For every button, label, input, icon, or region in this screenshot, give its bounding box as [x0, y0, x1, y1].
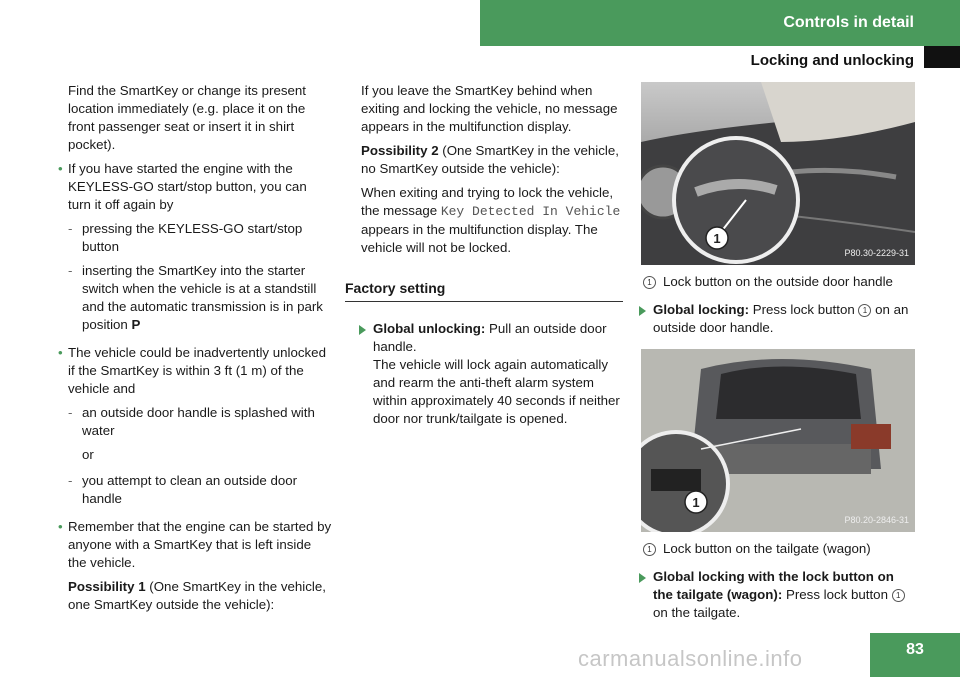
arrow-right-icon [359, 325, 366, 335]
dash-icon: - [68, 473, 73, 488]
subsection-title: Locking and unlocking [750, 52, 914, 69]
bullet-text: Remember that the engine can be started by anyone with a SmartKey that is left inside the vehicle. [68, 519, 332, 570]
bullet-text: If you have started the engine with the KEYLESS-GO start/stop button, you can turn it off again by [68, 161, 307, 212]
step-text: on the tailgate. [653, 605, 741, 620]
step-detail: The vehicle will lock again automatically and rearm the anti-theft alarm system within approximately 40 seconds if neither door nor trunk/tailgate is opened. [373, 357, 620, 426]
step-text: on an outside door handle. [653, 302, 909, 335]
dash-text: inserting the SmartKey into the starter switch when the vehicle is at a standstill and the automatic transmission is in park position [82, 263, 323, 332]
step-text: Press lock button [749, 302, 859, 317]
bullet-item [58, 160, 333, 214]
tailgate-illustration [641, 349, 915, 532]
dash-text: an outside door handle is splashed with water [82, 405, 315, 438]
possibility-1-text: (One SmartKey in the vehicle, one SmartKey outside the vehicle): [68, 579, 326, 612]
section-title: Controls in detail [783, 14, 914, 31]
message-text [361, 184, 623, 257]
dash-item [68, 472, 333, 508]
photo-callout-1: 1 [692, 495, 700, 510]
leave-key-text: If you leave the SmartKey behind when exiting and locking the vehicle, no message appears in the multifunction display. [361, 83, 618, 134]
bullet-icon: • [58, 161, 63, 176]
column-3 [641, 82, 917, 628]
arrow-right-icon [639, 573, 646, 583]
or-text: or [82, 447, 94, 462]
bullet-icon: • [58, 519, 63, 534]
photo-caption [641, 540, 917, 558]
callout-number-icon: 1 [643, 276, 656, 289]
photo-callout-1: 1 [713, 231, 721, 246]
dash-text: you attempt to clean an outside door handle [82, 473, 298, 506]
arrow-right-icon [639, 306, 646, 316]
bullet-item [58, 344, 333, 398]
possibility-1-label: Possibility 1 [68, 579, 146, 594]
intro-text: Find the SmartKey or change its present location immediately (e.g. place it on the front passenger seat or insert it in shirt pocket). [68, 83, 306, 152]
dash-icon: - [68, 405, 73, 420]
step-label: Global locking with the lock button on the tailgate (wagon): [653, 569, 894, 602]
factory-setting-heading: Factory setting [345, 279, 623, 302]
possibility-2-text: (One SmartKey in the vehicle, no SmartKey outside the vehicle): [361, 143, 619, 176]
possibility-2-label: Possibility 2 [361, 143, 439, 158]
step-text: Press lock button [782, 587, 892, 602]
park-position-label: P [131, 317, 141, 332]
callout-number-icon: 1 [892, 589, 905, 602]
callout-number-icon: 1 [643, 543, 656, 556]
dash-item [68, 262, 333, 334]
corner-marker [924, 46, 960, 68]
step-item [641, 568, 917, 622]
column-2 [345, 82, 623, 434]
column-1 [58, 82, 333, 620]
possibility-1 [68, 578, 333, 614]
message-pre: When exiting and trying to lock the vehicle, the message [361, 185, 614, 218]
caption-text: Lock button on the tailgate (wagon) [663, 541, 871, 556]
dash-item [68, 404, 333, 440]
step-item [361, 320, 623, 428]
dash-icon: - [68, 221, 73, 236]
caption-text: Lock button on the outside door handle [663, 274, 893, 289]
section-header-tab [480, 0, 960, 46]
dash-item [68, 220, 333, 256]
callout-number-icon: 1 [858, 304, 871, 317]
message-post: appears in the multifunction display. The vehicle will not be locked. [361, 222, 598, 255]
bullet-icon: • [58, 345, 63, 360]
photo-caption [641, 273, 917, 291]
display-message: Key Detected In Vehicle [440, 204, 621, 219]
step-label: Global locking: [653, 302, 750, 317]
door-handle-illustration [641, 82, 915, 265]
dash-icon: - [68, 263, 73, 278]
step-item [641, 301, 917, 337]
possibility-2 [361, 142, 623, 178]
page-number: 83 [870, 633, 960, 677]
step-text: Pull an outside door handle. [373, 321, 607, 354]
door-handle-photo [641, 82, 915, 265]
step-label: Global unlocking: [373, 321, 486, 336]
image-reference: P80.30-2229-31 [844, 248, 909, 258]
bullet-item [58, 518, 333, 572]
watermark: carmanualsonline.info [578, 646, 803, 671]
tailgate-photo [641, 349, 915, 532]
image-reference: P80.20-2846-31 [844, 515, 909, 525]
dash-text: pressing the KEYLESS-GO start/stop button [82, 221, 303, 254]
bullet-text: The vehicle could be inadvertently unlocked if the SmartKey is within 3 ft (1 m) of the vehicle and [68, 345, 326, 396]
